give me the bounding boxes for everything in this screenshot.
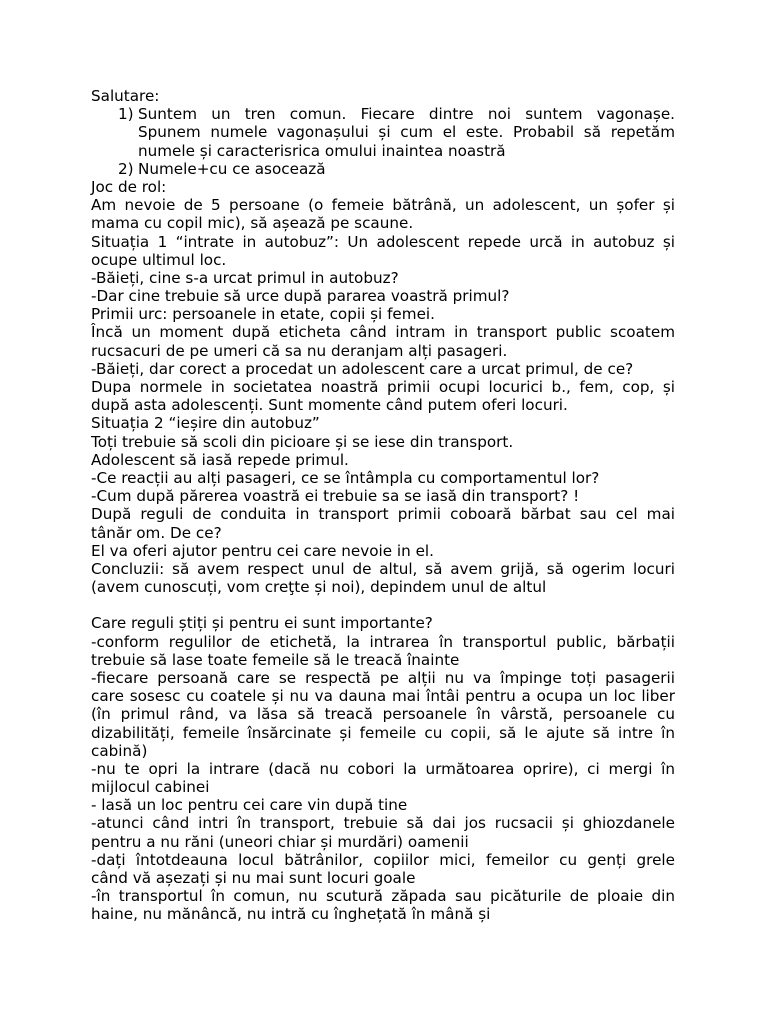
text-line: El va oferi ajutor pentru cei care nevoie in el.: [91, 541, 434, 560]
text-line: tânăr om. De ce?: [91, 523, 222, 542]
list-item-line: Spunem numele vagonașului și cum el este. Probabil să repetăm: [138, 123, 675, 142]
list-item-line: numele și caracterisrica omului inaintea noastră: [138, 141, 506, 160]
text-line: dizabilități, femeile însărcinate și femeile cu copii, să le ajute să intre în: [91, 723, 675, 742]
text-line: haine, nu mănâncă, nu intră cu înghețată în mână și: [91, 905, 491, 924]
list-item-line: Numele+cu ce asocează: [138, 159, 326, 178]
list-marker: 1): [118, 105, 134, 124]
text-line: mama cu copil mic), să așează pe scaune.: [91, 214, 414, 233]
text-line: Am nevoie de 5 persoane (o femeie bătrână, un adolescent, un șofer și: [91, 196, 675, 215]
document-page: [91, 87, 675, 924]
text-line: (în primul rând, va lăsa să treacă persoanele în vârstă, persoanele cu: [91, 705, 675, 724]
text-line: care sosesc cu coatele și nu va dauna mai întâi pentru a ocupa un loc liber: [91, 687, 675, 706]
text-line: când vă așezați și nu mai sunt locuri goale: [91, 869, 416, 888]
text-line: Primii urc: persoanele in etate, copii și femei.: [91, 305, 435, 324]
text-line: trebuie să lase toate femeile să le treacă înainte: [91, 650, 460, 669]
text-line: cabină): [91, 741, 148, 760]
text-line: (avem cunoscuți, vom creţte și noi), depindem unul de altul: [91, 578, 547, 597]
text-line: -dați întotdeauna locul bătrânilor, copiilor mici, femeilor cu genți grele: [91, 850, 675, 869]
text-line: După reguli de conduita in transport primii coboară bărbat sau cel mai: [91, 505, 675, 524]
text-line: -atunci când intri în transport, trebuie să dai jos rucsacii și ghiozdanele: [91, 814, 675, 833]
text-line: mijlocul cabinei: [91, 778, 210, 797]
text-line: Încă un moment după eticheta când intram in transport public scoatem: [91, 323, 675, 342]
text-line: - lasă un loc pentru cei care vin după tine: [91, 796, 408, 815]
text-line: -Ce reacții au alți pasageri, ce se întâmpla cu comportamentul lor?: [91, 468, 600, 487]
text-line: -Băieți, dar corect a procedat un adolescent care a urcat primul, de ce?: [91, 359, 634, 378]
text-line: -nu te opri la intrare (dacă nu cobori la următoarea oprire), ci mergi în: [91, 759, 675, 778]
text-line: Concluzii: să avem respect unul de altul, să avem grijă, să ogerim locuri: [91, 559, 675, 578]
text-line: ocupe ultimul loc.: [91, 250, 227, 269]
text-line: pentru a nu răni (uneori chiar și murdări) oamenii: [91, 832, 469, 851]
text-line: -conform regulilor de etichetă, la intrarea în transportul public, bărbații: [91, 632, 675, 651]
list-item: [91, 160, 675, 178]
list-item: [91, 105, 675, 160]
paragraph-spacer: [91, 596, 675, 614]
section-heading-rules: Care reguli știți și pentru ei sunt importante?: [91, 614, 433, 633]
text-line: -fiecare persoană care se respectă pe alții nu va împinge toți pasagerii: [91, 668, 675, 687]
text-line: -Dar cine trebuie să urce după pararea voastră primul?: [91, 287, 510, 306]
greeting-heading: Salutare:: [91, 87, 160, 105]
text-line: rucsacuri de pe umeri că sa nu deranjam alți pasageri.: [91, 341, 508, 360]
text-line: Situația 1 “intrate in autobuz”: Un adolescent repede urcă in autobuz și: [91, 232, 675, 251]
text-line: Toți trebuie să scoli din picioare și se iese din transport.: [91, 432, 514, 451]
text-line: Dupa normele in societatea noastră primii ocupi locurici b., fem, cop, și: [91, 378, 675, 396]
text-line: Adolescent să iasă repede primul.: [91, 450, 349, 469]
text-line: -Băieți, cine s-a urcat primul in autobuz?: [91, 268, 399, 287]
text-line: după asta adolescenți. Sunt momente când putem oferi locuri.: [91, 396, 568, 415]
list-item-line: Suntem un tren comun. Fiecare dintre noi suntem vagonașe.: [138, 105, 675, 124]
section-heading-role-play: Joc de rol:: [91, 177, 167, 196]
text-line: -Cum după părerea voastră ei trebuie sa se iasă din transport? !: [91, 487, 580, 506]
list-marker: 2): [118, 159, 134, 178]
text-line: Situația 2 “ieșire din autobuz”: [91, 414, 320, 433]
text-line: -în transportul în comun, nu scutură zăpada sau picăturile de ploaie din: [91, 887, 675, 906]
